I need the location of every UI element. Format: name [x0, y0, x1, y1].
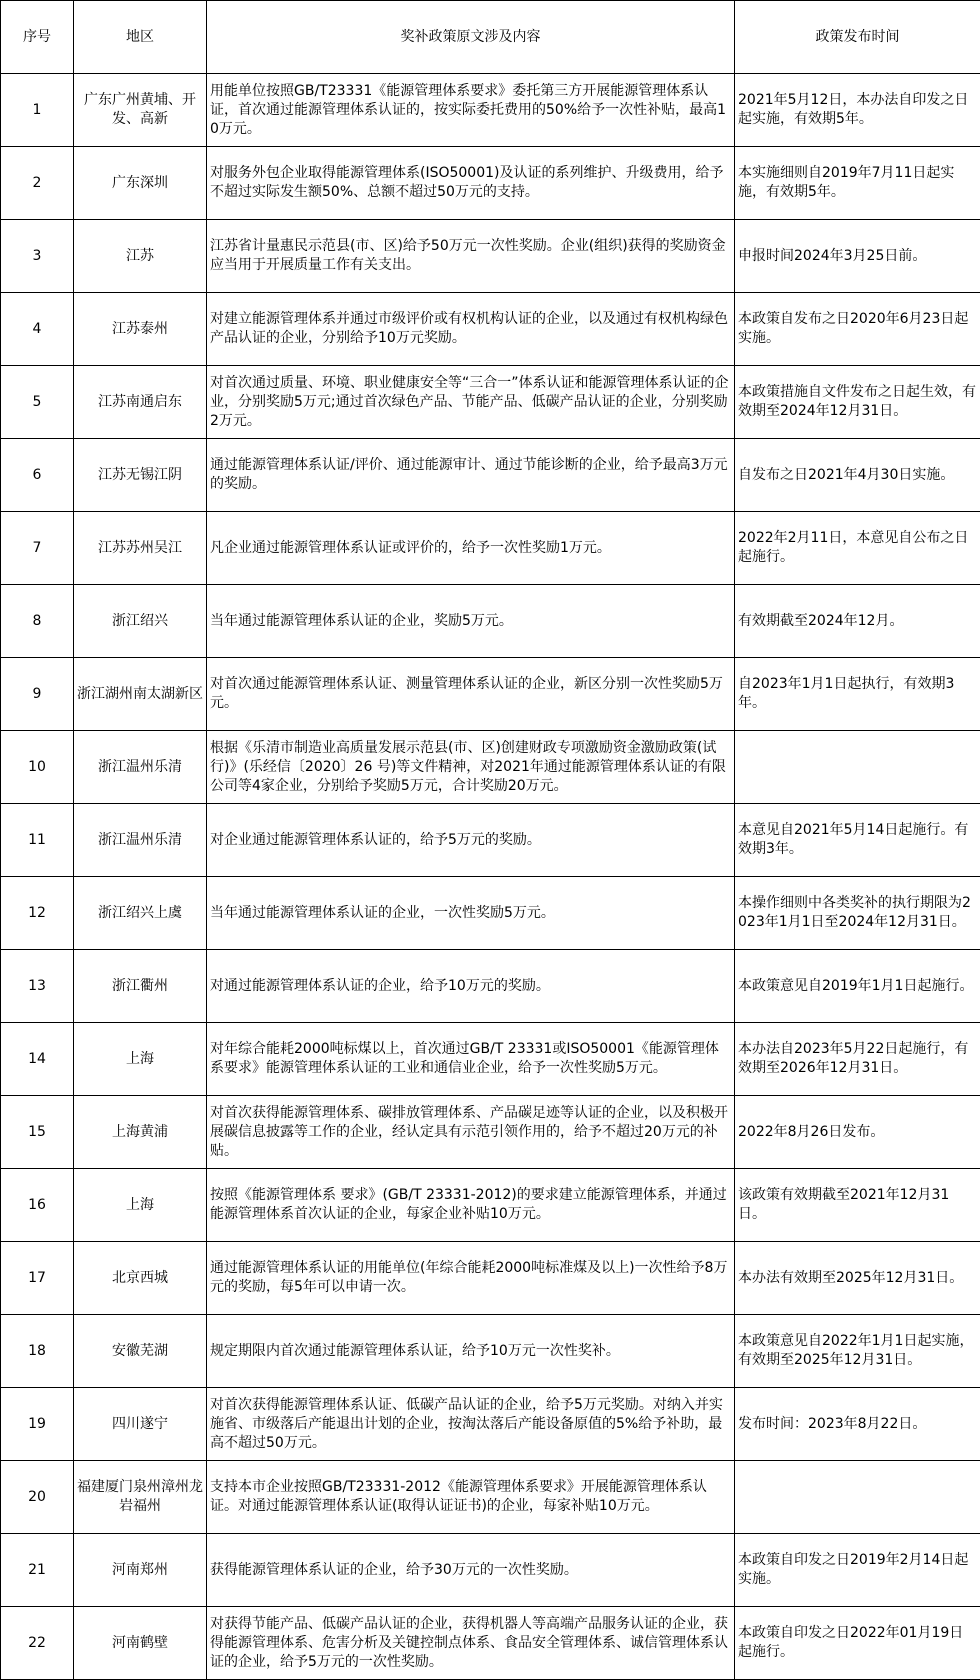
cell-date [735, 1461, 980, 1534]
cell-date: 本政策措施自文件发布之日起生效，有效期至2024年12月31日。 [735, 366, 980, 439]
cell-region: 四川遂宁 [74, 1388, 207, 1461]
cell-no: 19 [1, 1388, 74, 1461]
cell-region: 上海 [74, 1023, 207, 1096]
table-row [1, 1096, 980, 1169]
cell-content: 通过能源管理体系认证/评价、通过能源审计、通过节能诊断的企业，给予最高3万元的奖励。 [207, 439, 735, 512]
cell-date: 本办法自2023年5月22日起施行，有效期至2026年12月31日。 [735, 1023, 980, 1096]
table-row [1, 1023, 980, 1096]
cell-date: 本操作细则中各类奖补的执行期限为2023年1月1日至2024年12月31日。 [735, 877, 980, 950]
cell-no: 14 [1, 1023, 74, 1096]
table-row [1, 1534, 980, 1607]
cell-content: 获得能源管理体系认证的企业，给予30万元的一次性奖励。 [207, 1534, 735, 1607]
cell-content: 对首次通过质量、环境、职业健康安全等“三合一”体系认证和能源管理体系认证的企业，分别奖励5万元;通过首次绿色产品、节能产品、低碳产品认证的企业，分别奖励2万元。 [207, 366, 735, 439]
table-row [1, 1242, 980, 1315]
table-row [1, 585, 980, 658]
cell-no: 3 [1, 220, 74, 293]
cell-content: 用能单位按照GB/T23331《能源管理体系要求》委托第三方开展能源管理体系认证，首次通过能源管理体系认证的，按实际委托费用的50%给予一次性补贴，最高10万元。 [207, 74, 735, 147]
cell-no: 6 [1, 439, 74, 512]
cell-content: 对首次获得能源管理体系、碳排放管理体系、产品碳足迹等认证的企业，以及积极开展碳信息披露等工作的企业，经认定具有示范引领作用的，给予不超过20万元的补贴。 [207, 1096, 735, 1169]
cell-no: 21 [1, 1534, 74, 1607]
cell-no: 9 [1, 658, 74, 731]
cell-date: 2022年8月26日发布。 [735, 1096, 980, 1169]
cell-date: 本办法有效期至2025年12月31日。 [735, 1242, 980, 1315]
table-row [1, 293, 980, 366]
cell-region: 江苏苏州吴江 [74, 512, 207, 585]
table-row [1, 950, 980, 1023]
table-row [1, 366, 980, 439]
cell-date: 本政策自发布之日2020年6月23日起实施。 [735, 293, 980, 366]
cell-date: 自发布之日2021年4月30日实施。 [735, 439, 980, 512]
cell-region: 河南郑州 [74, 1534, 207, 1607]
cell-no: 7 [1, 512, 74, 585]
cell-no: 22 [1, 1607, 74, 1680]
table-row [1, 1461, 980, 1534]
cell-no: 1 [1, 74, 74, 147]
cell-region: 浙江绍兴 [74, 585, 207, 658]
table-row [1, 74, 980, 147]
cell-no: 13 [1, 950, 74, 1023]
table-row [1, 512, 980, 585]
table-row [1, 220, 980, 293]
header-no: 序号 [1, 1, 74, 74]
cell-date: 本政策自印发之日2022年01月19日起施行。 [735, 1607, 980, 1680]
cell-region: 安徽芜湖 [74, 1315, 207, 1388]
header-content: 奖补政策原文涉及内容 [207, 1, 735, 74]
cell-content: 当年通过能源管理体系认证的企业，奖励5万元。 [207, 585, 735, 658]
cell-date: 该政策有效期截至2021年12月31日。 [735, 1169, 980, 1242]
cell-date: 本实施细则自2019年7月11日起实施，有效期5年。 [735, 147, 980, 220]
cell-content: 支持本市企业按照GB/T23331-2012《能源管理体系要求》开展能源管理体系认证。对通过能源管理体系认证(取得认证证书)的企业，每家补贴10万元。 [207, 1461, 735, 1534]
cell-content: 凡企业通过能源管理体系认证或评价的，给予一次性奖励1万元。 [207, 512, 735, 585]
cell-region: 浙江绍兴上虞 [74, 877, 207, 950]
cell-date: 申报时间2024年3月25日前。 [735, 220, 980, 293]
cell-date: 本意见自2021年5月14日起施行。有效期3年。 [735, 804, 980, 877]
cell-date: 有效期截至2024年12月。 [735, 585, 980, 658]
cell-content: 对首次通过能源管理体系认证、测量管理体系认证的企业，新区分别一次性奖励5万元。 [207, 658, 735, 731]
cell-date [735, 731, 980, 804]
cell-region: 浙江温州乐清 [74, 804, 207, 877]
cell-date: 本政策自印发之日2019年2月14日起实施。 [735, 1534, 980, 1607]
cell-no: 12 [1, 877, 74, 950]
cell-no: 15 [1, 1096, 74, 1169]
table-row [1, 658, 980, 731]
cell-content: 按照《能源管理体系 要求》(GB/T 23331-2012)的要求建立能源管理体系，并通过能源管理体系首次认证的企业，每家企业补贴10万元。 [207, 1169, 735, 1242]
cell-date: 本政策意见自2022年1月1日起实施，有效期至2025年12月31日。 [735, 1315, 980, 1388]
cell-date: 2021年5月12日，本办法自印发之日起实施，有效期5年。 [735, 74, 980, 147]
cell-content: 对服务外包企业取得能源管理体系(ISO50001)及认证的系列维护、升级费用，给予不超过实际发生额50%、总额不超过50万元的支持。 [207, 147, 735, 220]
cell-content: 当年通过能源管理体系认证的企业，一次性奖励5万元。 [207, 877, 735, 950]
cell-region: 浙江湖州南太湖新区 [74, 658, 207, 731]
table-row [1, 1388, 980, 1461]
table-row [1, 1169, 980, 1242]
cell-no: 8 [1, 585, 74, 658]
cell-content: 对年综合能耗2000吨标煤以上，首次通过GB/T 23331或ISO50001《能源管理体系要求》能源管理体系认证的工业和通信业企业，给予一次性奖励5万元。 [207, 1023, 735, 1096]
cell-no: 17 [1, 1242, 74, 1315]
cell-date: 2022年2月11日，本意见自公布之日起施行。 [735, 512, 980, 585]
cell-date: 本政策意见自2019年1月1日起施行。 [735, 950, 980, 1023]
cell-content: 规定期限内首次通过能源管理体系认证，给予10万元一次性奖补。 [207, 1315, 735, 1388]
cell-content: 通过能源管理体系认证的用能单位(年综合能耗2000吨标准煤及以上)一次性给予8万元的奖励，每5年可以申请一次。 [207, 1242, 735, 1315]
cell-content: 对获得节能产品、低碳产品认证的企业，获得机器人等高端产品服务认证的企业，获得能源管理体系、危害分析及关键控制点体系、食品安全管理体系、诚信管理体系认证的企业，给予5万元的一次性奖励。 [207, 1607, 735, 1680]
cell-region: 江苏无锡江阴 [74, 439, 207, 512]
table-row [1, 804, 980, 877]
table-row [1, 147, 980, 220]
cell-region: 浙江衢州 [74, 950, 207, 1023]
cell-no: 20 [1, 1461, 74, 1534]
cell-content: 对首次获得能源管理体系认证、低碳产品认证的企业，给予5万元奖励。对纳入并实施省、市级落后产能退出计划的企业，按淘汰落后产能设备原值的5%给予补助，最高不超过50万元。 [207, 1388, 735, 1461]
table-header-row [1, 1, 980, 74]
table-row [1, 1315, 980, 1388]
table-body [1, 74, 980, 1680]
cell-no: 2 [1, 147, 74, 220]
cell-date: 发布时间：2023年8月22日。 [735, 1388, 980, 1461]
cell-no: 10 [1, 731, 74, 804]
cell-region: 江苏泰州 [74, 293, 207, 366]
header-date: 政策发布时间 [735, 1, 980, 74]
cell-region: 浙江温州乐清 [74, 731, 207, 804]
cell-no: 18 [1, 1315, 74, 1388]
table-row [1, 877, 980, 950]
cell-content: 根据《乐清市制造业高质量发展示范县(市、区)创建财政专项激励资金激励政策(试行)》(乐经信〔2020〕26 号)等文件精神，对2021年通过能源管理体系认证的有限公司等4家企业，分别给予奖励5万元，合计奖励20万元。 [207, 731, 735, 804]
cell-no: 5 [1, 366, 74, 439]
cell-region: 上海 [74, 1169, 207, 1242]
cell-no: 11 [1, 804, 74, 877]
cell-no: 4 [1, 293, 74, 366]
cell-region: 广东广州黄埔、开发、高新 [74, 74, 207, 147]
cell-region: 河南鹤壁 [74, 1607, 207, 1680]
cell-content: 对企业通过能源管理体系认证的，给予5万元的奖励。 [207, 804, 735, 877]
cell-date: 自2023年1月1日起执行，有效期3年。 [735, 658, 980, 731]
cell-region: 北京西城 [74, 1242, 207, 1315]
cell-region: 福建厦门泉州漳州龙岩福州 [74, 1461, 207, 1534]
cell-region: 上海黄浦 [74, 1096, 207, 1169]
cell-region: 广东深圳 [74, 147, 207, 220]
cell-no: 16 [1, 1169, 74, 1242]
cell-region: 江苏南通启东 [74, 366, 207, 439]
table-row [1, 439, 980, 512]
cell-region: 江苏 [74, 220, 207, 293]
header-region: 地区 [74, 1, 207, 74]
cell-content: 江苏省计量惠民示范县(市、区)给予50万元一次性奖励。企业(组织)获得的奖励资金应当用于开展质量工作有关支出。 [207, 220, 735, 293]
cell-content: 对通过能源管理体系认证的企业，给予10万元的奖励。 [207, 950, 735, 1023]
table-row [1, 731, 980, 804]
table-row [1, 1607, 980, 1680]
cell-content: 对建立能源管理体系并通过市级评价或有权机构认证的企业，以及通过有权机构绿色产品认证的企业，分别给予10万元奖励。 [207, 293, 735, 366]
